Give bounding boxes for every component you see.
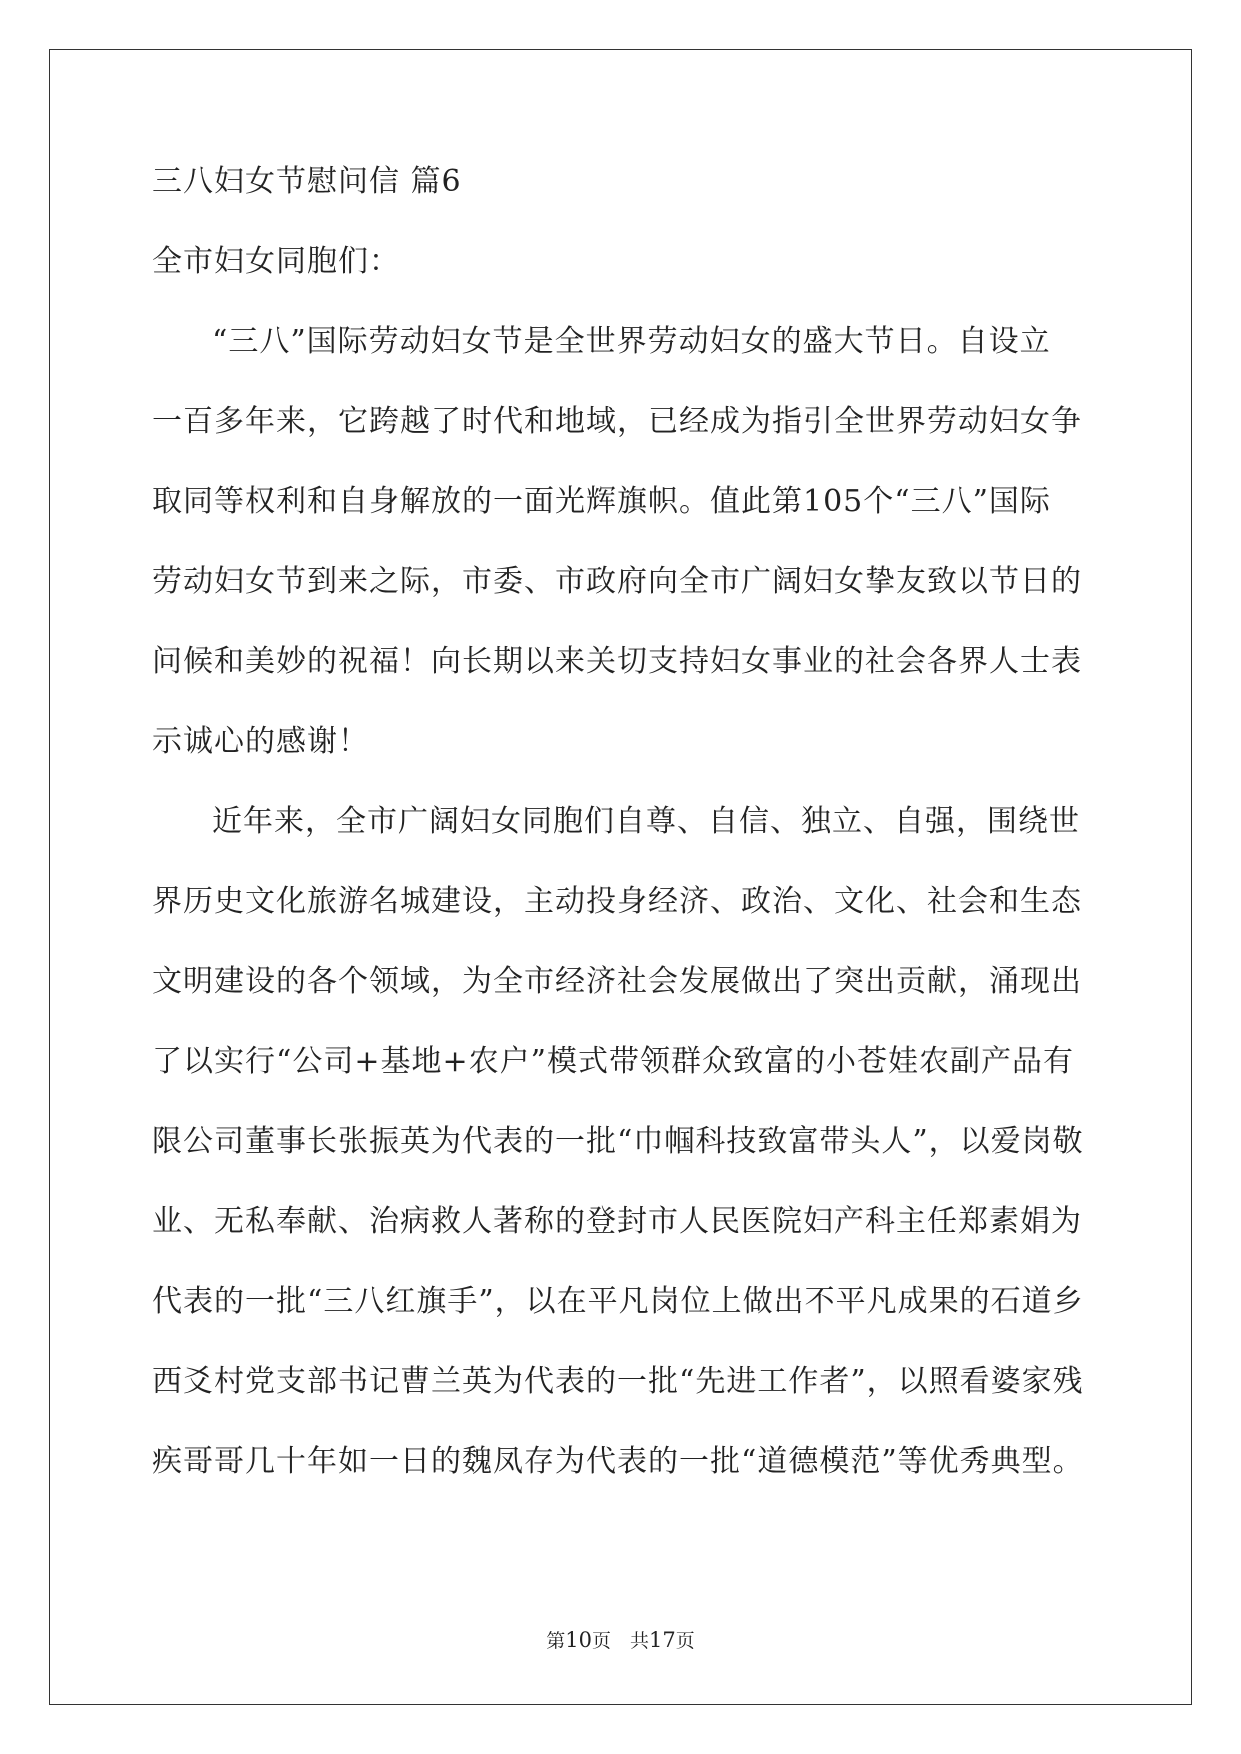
paragraph-line: 取同等权利和自身解放的一面光辉旗帜。值此第105个“三八”国际 (152, 484, 1051, 519)
paragraph-line: 一百多年来，它跨越了时代和地域，已经成为指引全世界劳动妇女争 (152, 404, 1082, 439)
paragraph-line: 近年来，全市广阔妇女同胞们自尊、自信、独立、自强，围绕世 (212, 804, 1080, 839)
paragraph-line: “三八”国际劳动妇女节是全世界劳动妇女的盛大节日。自设立 (212, 324, 1051, 359)
document-title: 三八妇女节慰问信 篇6 (152, 164, 462, 199)
paragraph-line: 文明建设的各个领域，为全市经济社会发展做出了突出贡献，涌现出 (152, 964, 1082, 999)
paragraph-line: 代表的一批“三八红旗手”，以在平凡岗位上做出不平凡成果的石道乡 (152, 1284, 1084, 1319)
salutation: 全市妇女同胞们： (152, 244, 400, 279)
paragraph-line: 界历史文化旅游名城建设，主动投身经济、政治、文化、社会和生态 (152, 884, 1082, 919)
page-suffix: 页 (675, 1630, 695, 1652)
page-mid: 页 共 (591, 1630, 649, 1652)
paragraph-line: 西爻村党支部书记曹兰英为代表的一批“先进工作者”，以照看婆家残 (152, 1364, 1084, 1399)
paragraph-line: 问候和美妙的祝福！向长期以来关切支持妇女事业的社会各界人士表 (152, 644, 1082, 679)
page-current: 10 (565, 1628, 592, 1652)
paragraph-line: 疾哥哥几十年如一日的魏凤存为代表的一批“道德模范”等优秀典型。 (152, 1444, 1084, 1479)
paragraph-1 (152, 320, 1092, 800)
paragraph-line: 示诚心的感谢！ (152, 724, 369, 759)
paragraph-line: 劳动妇女节到来之际，市委、市政府向全市广阔妇女挚友致以节日的 (152, 564, 1082, 599)
page-footer (0, 1626, 1241, 1653)
paragraph-line: 了以实行“公司+基地+农户”模式带领群众致富的小苍娃农副产品有 (152, 1044, 1074, 1079)
page-prefix: 第 (546, 1630, 566, 1652)
page-total: 17 (649, 1628, 676, 1652)
paragraph-line: 限公司董事长张振英为代表的一批“巾帼科技致富带头人”，以爱岗敬 (152, 1124, 1084, 1159)
paragraph-2 (152, 800, 1092, 1520)
paragraph-line: 业、无私奉献、治病救人著称的登封市人民医院妇产科主任郑素娟为 (152, 1204, 1082, 1239)
document-body (152, 160, 1092, 1520)
